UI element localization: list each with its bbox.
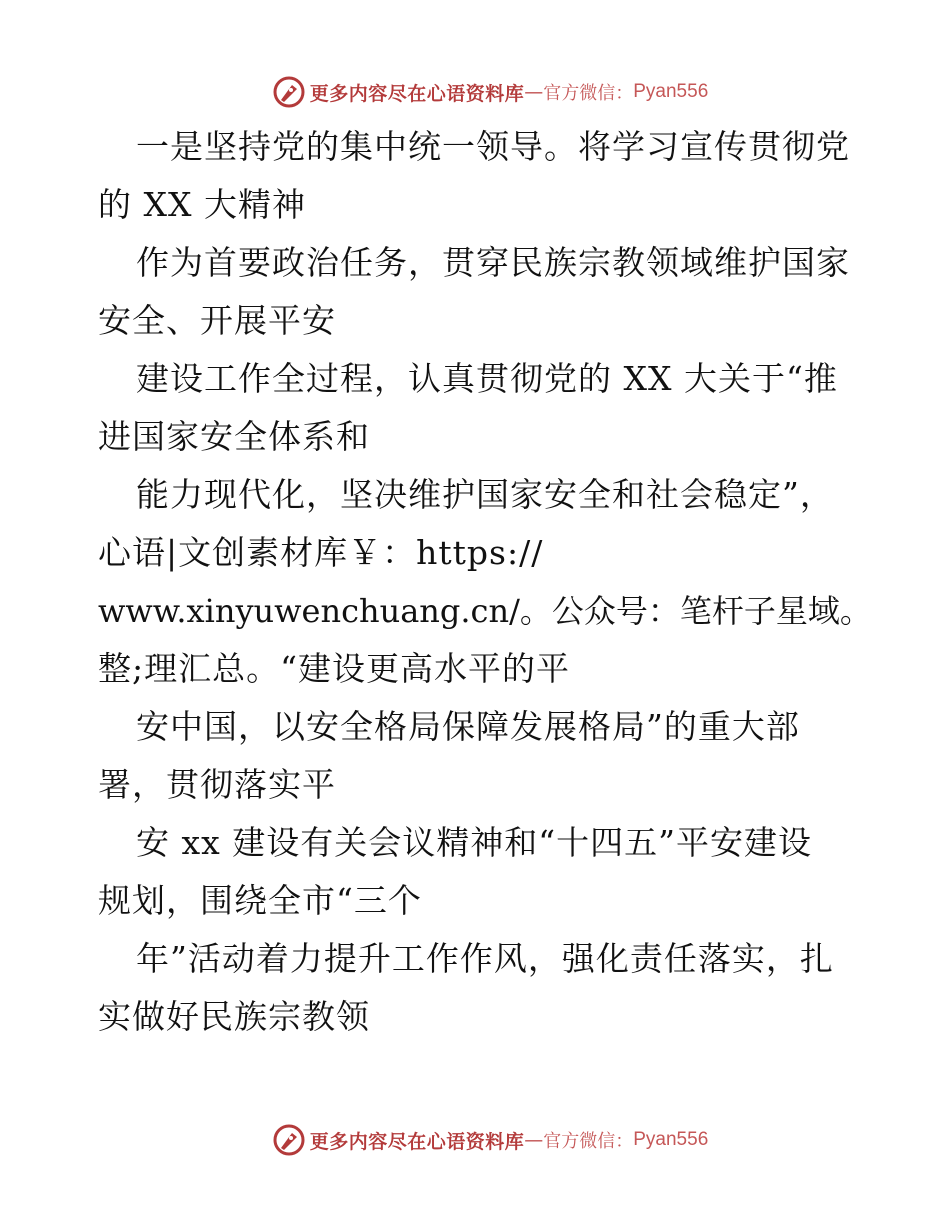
paragraph-line: 整;理汇总。“建设更高水平的平 bbox=[98, 649, 570, 688]
paragraph-line: 建设工作全过程，认真贯彻党的 XX 大关于“推 bbox=[136, 359, 838, 398]
banner-wechat-id: Pyan556 bbox=[633, 1129, 709, 1150]
banner-title: 更多内容尽在心语资料库 bbox=[309, 82, 525, 105]
paragraph-line: 一是坚持党的集中统一领导。将学习宣传贯彻党 bbox=[136, 127, 850, 166]
paragraph-line: 心语|文创素材库￥：https:// bbox=[98, 533, 544, 572]
paragraph-line: 作为首要政治任务，贯穿民族宗教领域维护国家 bbox=[136, 243, 850, 282]
footer-banner-inner bbox=[272, 1123, 709, 1157]
banner-wechat-label: 官方微信： bbox=[543, 83, 634, 104]
paragraph-line: 进国家安全体系和 bbox=[98, 417, 370, 456]
paragraph-line: 年”活动着力提升工作作风，强化责任落实，扎 bbox=[136, 939, 834, 978]
pen-nib-logo-icon bbox=[272, 75, 306, 109]
banner-wechat-label: 官方微信： bbox=[543, 1131, 634, 1152]
banner-dash: — bbox=[524, 1129, 544, 1151]
paragraph-line: 安全、开展平安 bbox=[98, 301, 336, 340]
paragraph-line: 实做好民族宗教领 bbox=[98, 997, 370, 1036]
pen-nib-logo-icon bbox=[272, 1123, 306, 1157]
paragraph-line: www.xinyuwenchuang.cn/。公众号：笔杆子星域。 bbox=[98, 592, 872, 630]
paragraph-line: 安中国，以安全格局保障发展格局”的重大部 bbox=[136, 707, 800, 746]
banner-title: 更多内容尽在心语资料库 bbox=[309, 1130, 525, 1153]
paragraph-line: 安 xx 建设有关会议精神和“十四五”平安建设 bbox=[136, 823, 812, 862]
paragraph-line: 规划，围绕全市“三个 bbox=[98, 881, 422, 920]
header-banner-inner bbox=[272, 75, 709, 109]
paragraph-line: 署，贯彻落实平 bbox=[98, 765, 336, 804]
footer-banner bbox=[0, 1120, 950, 1160]
paragraph-line: 的 XX 大精神 bbox=[98, 185, 306, 224]
paragraph-line: 能力现代化，坚决维护国家安全和社会稳定”， bbox=[136, 475, 834, 514]
banner-wechat-id: Pyan556 bbox=[633, 81, 709, 102]
banner-dash: — bbox=[524, 81, 544, 103]
header-banner bbox=[0, 72, 950, 112]
